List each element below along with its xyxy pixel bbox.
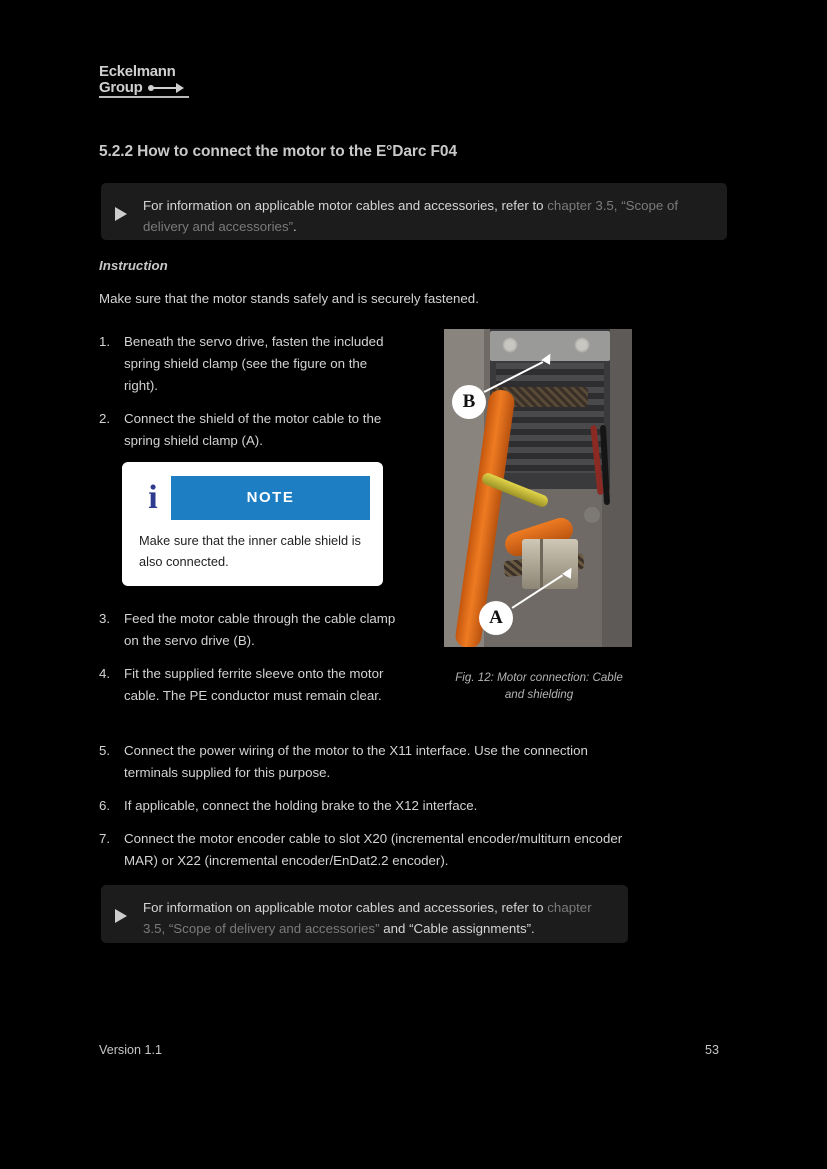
callout-a: A: [479, 601, 513, 635]
list-item-text: If applicable, connect the holding brake to the X12 interface.: [124, 798, 478, 813]
info-box-top-text-before: For information on applicable motor cables and accessories, refer to: [143, 198, 548, 213]
figure-screw-right: [574, 337, 590, 353]
arrow-right-icon: [148, 83, 184, 93]
info-box-top-text-after: .: [293, 219, 297, 234]
info-box-bottom-link[interactable]: chapter 3.5, “Scope of delivery and accessories”: [143, 900, 592, 936]
info-box-top-text: [143, 195, 713, 237]
logo-line1: Eckelmann: [99, 63, 176, 80]
figure-caption: Fig. 12: Motor connection: Cable and shielding: [455, 671, 623, 701]
info-box-top-link[interactable]: chapter 3.5, “Scope of delivery and accessories”: [143, 198, 679, 234]
list-item: [99, 828, 639, 872]
list-item-number: 2.: [99, 411, 111, 426]
info-box-bottom-link2[interactable]: “Cable assignments”: [409, 921, 532, 936]
callout-b: B: [452, 385, 486, 419]
figure-clamp-seam: [540, 539, 543, 589]
list-item: [99, 608, 399, 652]
list-item: [99, 740, 639, 784]
list-item-number: 3.: [99, 611, 111, 626]
note-box: [122, 462, 383, 586]
list-item-text: Fit the supplied ferrite sleeve onto the motor cable. The PE conductor must remain clear.: [124, 666, 384, 703]
footer-page-number: 53: [705, 1043, 720, 1057]
list-item-number: 5.: [99, 743, 111, 758]
info-box-top: [101, 183, 727, 240]
logo-row2: [99, 80, 189, 96]
list-item-text: Feed the motor cable through the cable clamp on the servo drive (B).: [124, 611, 396, 648]
list-item: [99, 795, 639, 817]
info-i-icon: i: [135, 476, 171, 520]
figure-motor-connection: [444, 329, 632, 647]
info-box-bottom: [101, 885, 628, 943]
page-title: 5.2.2 How to connect the motor to the E°Darc F04: [99, 143, 457, 160]
note-title: NOTE: [171, 476, 370, 520]
footer-version: Version 1.1: [99, 1043, 163, 1057]
list-item: [99, 663, 399, 707]
list-item: [99, 331, 399, 397]
figure-screw-left: [502, 337, 518, 353]
list-item-number: 7.: [99, 831, 111, 846]
instruction-lead-text: Make sure that the motor stands safely and is securely fastened.: [99, 291, 479, 306]
logo-line2: Group: [99, 79, 143, 96]
list-item-text: Connect the power wiring of the motor to the X11 interface. Use the connection terminals supplied for this purpose.: [124, 743, 588, 780]
list-item: [99, 408, 399, 452]
info-box-bottom-text-mid: and: [379, 921, 410, 936]
list-item-number: 1.: [99, 334, 111, 349]
list-item-number: 4.: [99, 666, 111, 681]
note-header: [135, 476, 370, 520]
info-box-bottom-text-before: For information on applicable motor cables and accessories, refer to: [143, 900, 548, 915]
list-item-number: 6.: [99, 798, 111, 813]
triangle-right-icon: [115, 207, 127, 221]
figure-bolt: [584, 507, 600, 523]
info-box-bottom-text: [143, 897, 614, 939]
list-item-text: Beneath the servo drive, fasten the included spring shield clamp (see the figure on the right).: [124, 334, 384, 393]
eckelmann-group-logo: [99, 64, 189, 96]
instruction-label: Instruction: [99, 258, 168, 273]
note-text: Make sure that the inner cable shield is also connected.: [139, 533, 361, 569]
list-item-text: Connect the shield of the motor cable to the spring shield clamp (A).: [124, 411, 382, 448]
list-item-text: Connect the motor encoder cable to slot X20 (incremental encoder/multiturn encoder MAR) or X22 (incremental encoder/EnDat2.2 encoder).: [124, 831, 623, 868]
triangle-right-icon: [115, 909, 127, 923]
logo-underline: [99, 96, 189, 98]
info-box-bottom-text-after: .: [531, 921, 535, 936]
